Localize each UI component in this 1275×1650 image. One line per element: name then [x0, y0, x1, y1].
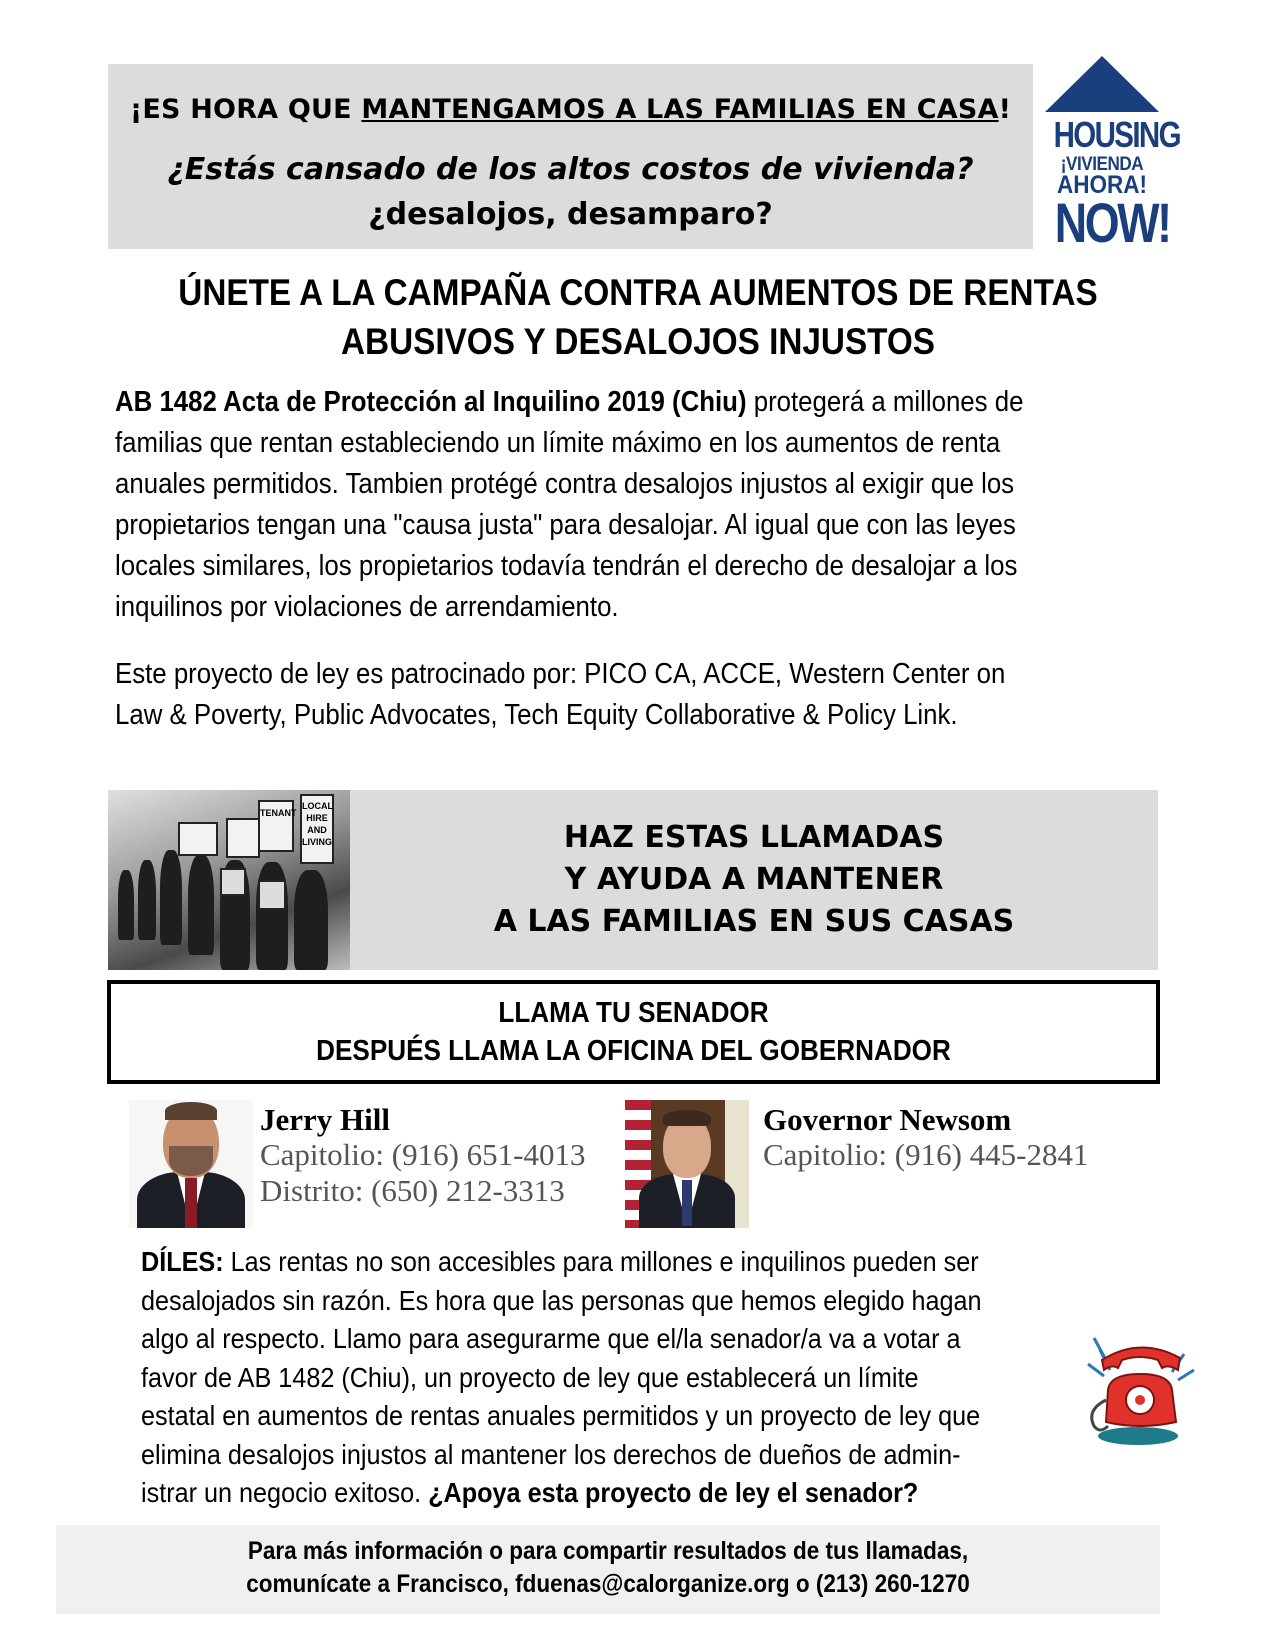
header-slogan-underlined: MANTENGAMOS A LAS FAMILIAS EN CASA: [361, 94, 999, 125]
protester-figure: [256, 862, 288, 970]
portrait-hair: [663, 1110, 711, 1126]
jerry-hill-portrait: [129, 1100, 253, 1228]
bill-description-line-2: familias que rentan estableciendo un límite máximo en los aumentos de renta: [115, 427, 1001, 459]
header-slogan-prefix: ¡ES HORA QUE: [129, 94, 362, 125]
call-script-line-6: elimina desalojos injustos al mantener los derechos de dueños de admin-: [141, 1438, 961, 1470]
contact-district-phone[interactable]: Distrito: (650) 212-3313: [260, 1173, 565, 1208]
contact-governor-newsom: [763, 1103, 1088, 1173]
logo-word-vivienda: ¡VIVIENDA: [1060, 154, 1144, 175]
bill-description-line-3: anuales permitidos. Tambien protégé contra desalojos injustos al exigir que los: [115, 468, 1015, 500]
contact-name: Jerry Hill: [260, 1102, 390, 1137]
contact-jerry-hill: [260, 1103, 585, 1209]
protester-figure: [160, 850, 182, 945]
calls-banner: [108, 790, 1158, 970]
call-script-question: ¿Apoya esta proyecto de ley el senador?: [428, 1477, 919, 1508]
calls-banner-line-1: HAZ ESTAS LLAMADAS: [563, 820, 945, 855]
call-senator-text: LLAMA TU SENADOR: [498, 997, 769, 1029]
protest-sign-text: AND: [307, 825, 327, 835]
contact-name: Governor Newsom: [763, 1102, 1012, 1137]
bill-description-line-5: locales similares, los propietarios todavía tendrán el derecho de desalojar a los: [115, 550, 1018, 582]
phone-handset: [1102, 1347, 1180, 1370]
call-script-line-2: desalojados sin razón. Es hora que las personas que hemos elegido hagan: [141, 1284, 982, 1316]
portrait-beard: [169, 1146, 213, 1176]
call-script-line-4: favor de AB 1482 (Chiu), un proyecto de ley que establecerá un límite: [141, 1361, 919, 1393]
protester-figure: [138, 860, 156, 940]
portrait-tie: [682, 1180, 692, 1226]
call-instructions-box: [107, 980, 1160, 1084]
call-governor-text: DESPUÉS LLAMA LA OFICINA DEL GOBERNADOR: [316, 1035, 951, 1067]
call-script-line-3: algo al respecto. Llamo para asegurarme que el/la senador/a va a votar a: [141, 1323, 961, 1354]
protester-figure: [118, 870, 134, 940]
call-script-line-1: Las rentas no son accesibles para millones e inquilinos pueden ser: [223, 1246, 979, 1277]
protest-photo: [108, 790, 350, 970]
sponsors-paragraph: [115, 654, 1174, 736]
governor-newsom-portrait: [625, 1100, 749, 1228]
footer-line-2[interactable]: comunícate a Francisco, fduenas@calorganize.org o (213) 260-1270: [246, 1570, 970, 1598]
logo-word-housing: HOUSING: [1053, 114, 1180, 155]
footer-line-1: Para más información o para compartir resultados de tus llamadas,: [247, 1537, 969, 1565]
header-slogan: [108, 94, 1033, 125]
header-question-2: ¿desalojos, desamparo?: [368, 197, 773, 232]
protest-sign-tenant: [258, 800, 297, 852]
protest-sign: [226, 818, 260, 858]
campaign-title-line-2: ABUSIVOS Y DESALOJOS INJUSTOS: [340, 321, 936, 362]
call-script: [141, 1243, 1140, 1513]
house-roof-icon: [1045, 56, 1159, 112]
call-script-label: DÍLES:: [141, 1246, 224, 1277]
campaign-title-line-1: ÚNETE A LA CAMPAÑA CONTRA AUMENTOS DE RENTAS: [178, 272, 1098, 313]
sponsors-line-2: Law & Poverty, Public Advocates, Tech Equity Collaborative & Policy Link.: [115, 699, 958, 731]
phone-shadow: [1098, 1427, 1178, 1445]
header-banner: [108, 64, 1033, 249]
call-script-line-7: istrar un negocio exitoso.: [141, 1477, 429, 1508]
logo-word-now: NOW!: [1054, 191, 1170, 254]
contact-capitol-phone[interactable]: Capitolio: (916) 445-2841: [763, 1137, 1089, 1172]
call-script-line-5: estatal en aumentos de rentas anuales permitidos y un proyecto de ley que: [141, 1400, 981, 1431]
protest-sign-text: LIVING: [302, 837, 333, 847]
housing-now-logo: [1043, 56, 1180, 254]
portrait-hair: [165, 1102, 217, 1120]
bill-description: [115, 382, 1174, 628]
ringing-phone-icon: [1080, 1330, 1200, 1450]
bill-description-line-6: inquilinos por violaciones de arrendamiento.: [115, 591, 619, 623]
phone-dial-center: [1135, 1395, 1145, 1405]
protest-sign-text: TENANT: [260, 808, 297, 818]
protest-sign: [258, 880, 286, 910]
protest-sign-text: LOCAL: [302, 801, 333, 811]
footer-contact-info: [56, 1525, 1160, 1614]
protest-sign: [220, 868, 246, 896]
calls-banner-line-3: A LAS FAMILIAS EN SUS CASAS: [493, 904, 1015, 939]
calls-banner-line-2: Y AYUDA A MANTENER: [564, 862, 944, 897]
header-question-1: ¿Estás cansado de los altos costos de vivienda?: [167, 152, 974, 187]
calls-banner-caption: [350, 790, 1158, 970]
protest-sign: [178, 822, 218, 856]
contact-capitol-phone[interactable]: Capitolio: (916) 651-4013: [260, 1137, 586, 1172]
logo-word-ahora: AHORA!: [1057, 171, 1147, 199]
bill-description-line-4: propietarios tengan una "causa justa" para desalojar. Al igual que con las leyes: [115, 509, 1016, 541]
protest-sign-local: [300, 794, 334, 864]
header-slogan-suffix: !: [998, 94, 1012, 125]
campaign-title: [161, 268, 1115, 366]
protester-figure: [294, 870, 328, 970]
protester-figure: [188, 855, 214, 955]
sponsors-line-1: Este proyecto de ley es patrocinado por: PICO CA, ACCE, Western Center on: [115, 658, 1006, 690]
bill-name: AB 1482 Acta de Protección al Inquilino 2019 (Chiu): [115, 386, 747, 418]
portrait-tie: [185, 1178, 197, 1228]
bill-description-line-1: protegerá a millones de: [746, 386, 1024, 418]
protest-sign-text: HIRE: [306, 813, 328, 823]
